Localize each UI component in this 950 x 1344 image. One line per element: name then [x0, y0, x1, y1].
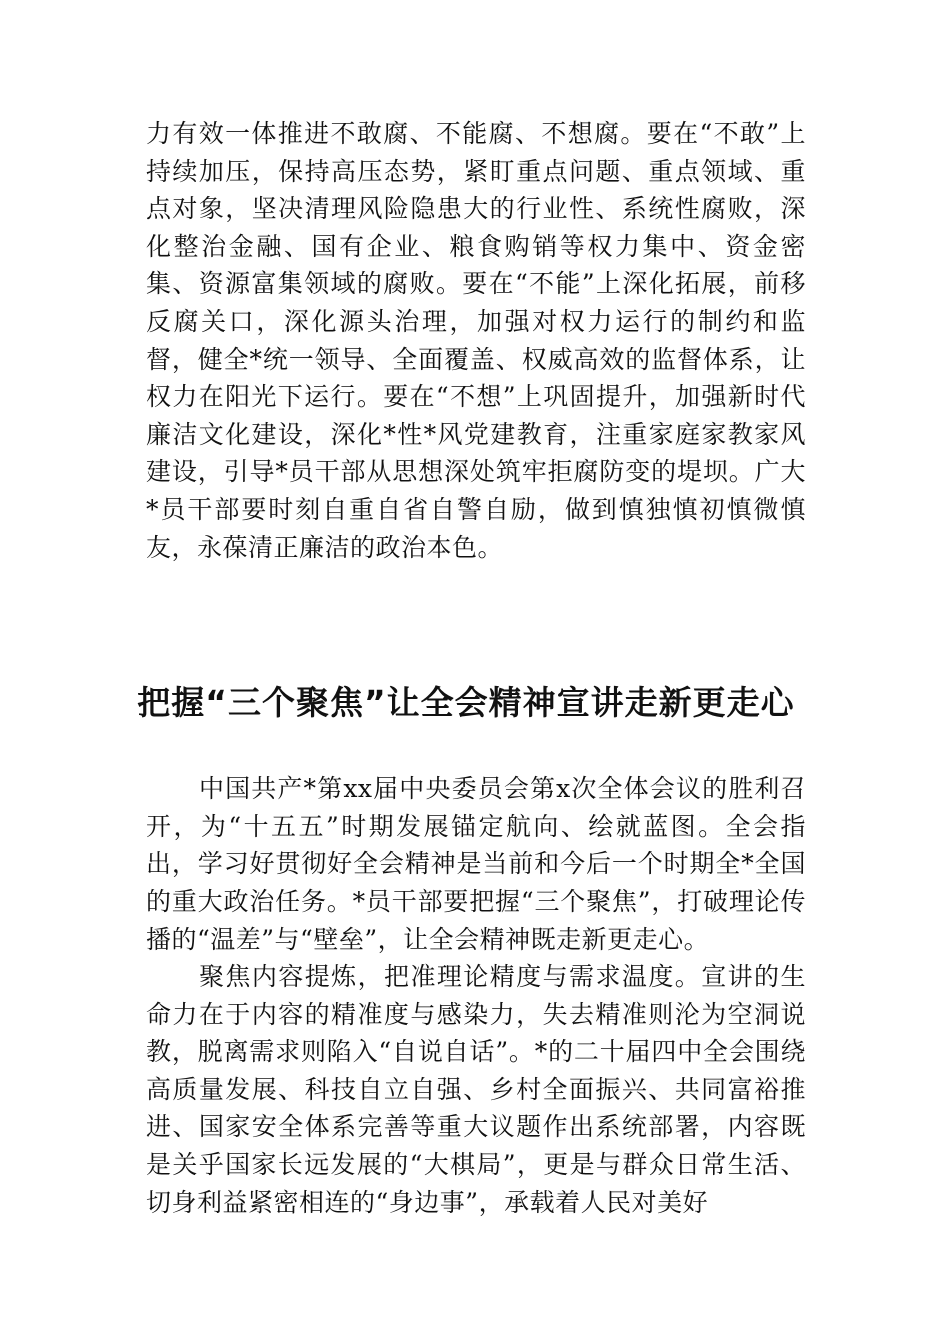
- title-block: [136, 665, 816, 740]
- body-paragraph-2: 聚焦内容提炼，把准理论精度与需求温度。宣讲的生命力在于内容的精准度与感染力，失去精准则沦为空洞说教，脱离需求则陷入“自说自话”。*的二十届四中全会围绕高质量发展、科技自立自强、乡村全面振兴、共同富裕推进、国家安全体系完善等重大议题作出系统部署，内容既是关乎国家长远发展的“大棋局”，更是与群众日常生活、切身利益紧密相连的“身边事”，承载着人民对美好: [146, 962, 806, 1217]
- title-spacer: [146, 740, 806, 770]
- section-spacer: [146, 566, 806, 665]
- article-title: 把握“三个聚焦”让全会精神宣讲走新更走心: [137, 683, 795, 723]
- body-paragraph-1: 中国共产*第xx届中央委员会第x次全体会议的胜利召开，为“十五五”时期发展锚定航向、绘就蓝图。全会指出，学习好贯彻好全会精神是当前和今后一个时期全*全国的重大政治任务。*员干部要把握“三个聚焦”，打破理论传播的“温差”与“壁垒”，让全会精神既走新更走心。: [146, 774, 806, 954]
- continued-paragraph: 力有效一体推进不敢腐、不能腐、不想腐。要在“不敢”上持续加压，保持高压态势，紧盯重点问题、重点领域、重点对象，坚决清理风险隐患大的行业性、系统性腐败，深化整治金融、国有企业、粮食购销等权力集中、资金密集、资源富集领域的腐败。要在“不能”上深化拓展，前移反腐关口，深化源头治理，加强对权力运行的制约和监督，健全*统一领导、全面覆盖、权威高效的监督体系，让权力在阳光下运行。要在“不想”上巩固提升，加强新时代廉洁文化建设，深化*性*风党建教育，注重家庭家教家风建设，引导*员干部从思想深处筑牢拒腐防变的堤坝。广大*员干部要时刻自重自省自警自励，做到慎独慎初慎微慎友，永葆清正廉洁的政治本色。: [146, 119, 806, 562]
- document-page: [137, 115, 806, 1221]
